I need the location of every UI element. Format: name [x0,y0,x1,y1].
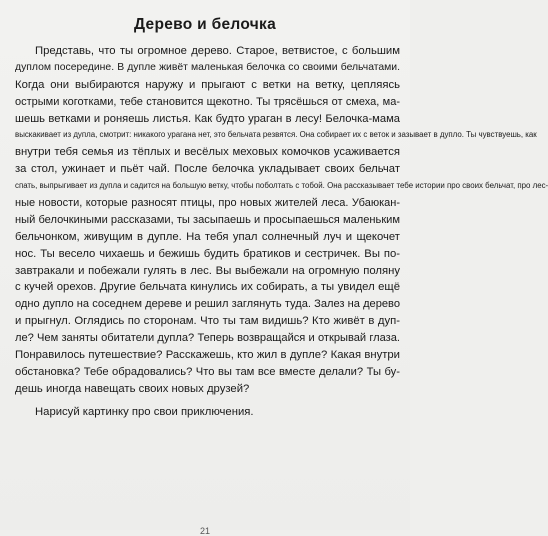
story-line: завтракали и побежали гулять в лес. Вы выбежали на огромную поляну [15,264,400,277]
story-line: Представь, что ты огромное дерево. Старое, ветвистое, с большим [35,45,400,57]
story-line: за стол, ужинает и пьёт чай. После белочка укладывает своих бельчат [15,163,400,176]
story-line: обстановка? Тебе обрадовались? Что вы там все вместе делали? Ты бу- [15,365,400,378]
story-line: дуплом посередине. В дупле живёт маленькая белочка со своими бельчатами. [15,61,400,73]
story-line: выскакивает из дупла, смотрит: никакого урагана нет, это бельчата резвятся. Она собирает их с веток и зазывает в дупло. Ты чувствуешь, как [15,130,537,140]
story-line: острыми коготками, тебе становится щекотно. Ты трясёшься от смеха, ма- [15,95,400,108]
story-line: и прыгнул. Оглядись по сторонам. Что ты там видишь? Кто живёт в дуп- [15,315,400,328]
story-line: Понравилось путешествие? Расскажешь, кто жил в дупле? Какая внутри [15,349,400,362]
story-line: бельчонком, живущим в дупле. На тебя упал солнечный луч и щекочет [15,230,400,243]
story-line: дешь иногда навещать своих новых друзей? [15,382,250,395]
story-line: одно дупло на соседнем дереве и решил заглянуть туда. Залез на дерево [15,298,400,311]
story-line: ный белочкиными рассказами, ты засыпаешь и просыпаешься маленьким [15,213,400,226]
story-line: нос. Ты весело чихаешь и бежишь будить братиков и сестричек. Вы по- [15,247,400,260]
story-text [15,43,548,421]
story-line: шешь ветками и роняешь листья. Как будто ураган в лесу! Белочка-мама [15,112,400,125]
story-line: ле? Чем заняты обитатели дупла? Теперь возвращайся и открывай глаза. [15,332,400,345]
page-number: 21 [199,526,210,536]
story-line: спать, выпрыгивает из дупла и садится на большую ветку, чтобы поболтать с тобой. Она рассказывает тебе истории про своих бельчат, про лес- [15,181,548,191]
story-line: внутри тебя семья из тёплых и весёлых меховых комочков усаживается [15,146,400,159]
story-line: Когда они выбираются наружу и прыгают с ветки на ветку, цепляясь [15,78,400,91]
page-title: Дерево и белочка [134,16,276,33]
story-line: с кучей орехов. Другие бельчата кинулись их собирать, а ты увидел ещё [15,281,400,294]
drawing-task: Нарисуй картинку про свои приключения. [35,405,254,418]
story-line: ные новости, которые разносят птицы, про новых жителей леса. Убаюкан- [15,197,400,210]
